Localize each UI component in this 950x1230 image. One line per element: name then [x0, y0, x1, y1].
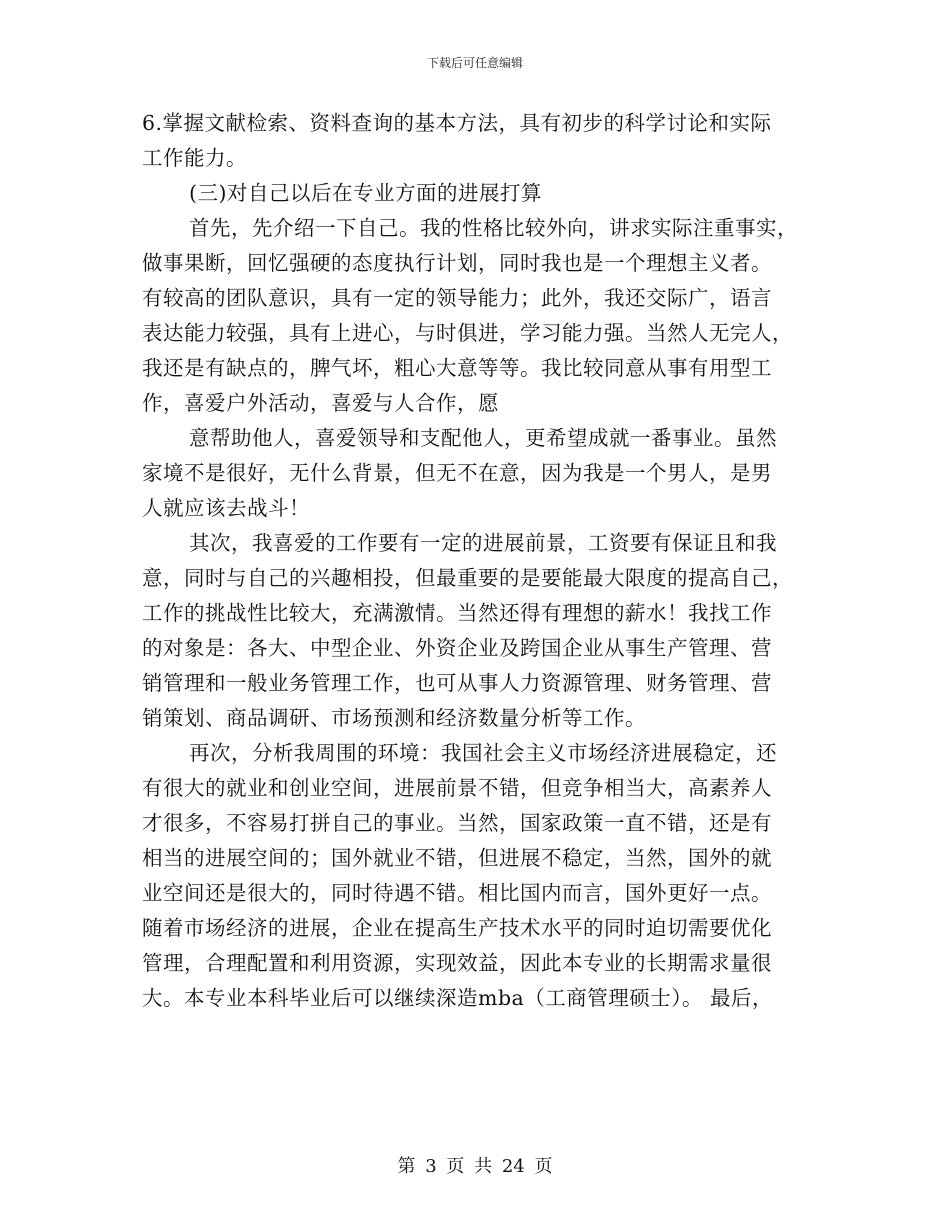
text-line: 家境不是很好，无什么背景，但无不在意，因为我是一个男人，是男 [142, 461, 772, 485]
text-line: 表达能力较强，具有上进心，与时俱进，学习能力强。当然人无完人， [142, 321, 793, 345]
text-line: 相当的进展空间的；国外就业不错，但进展不稳定，当然，国外的就 [142, 846, 772, 870]
text-line: 作，喜爱户外活动，喜爱与人合作，愿 [142, 391, 499, 415]
text-line: 业空间还是很大的，同时待遇不错。相比国内而言，国外更好一点。 [142, 881, 772, 905]
text-line: 其次，我喜爱的工作要有一定的进展前景，工资要有保证且和我 [189, 531, 777, 555]
page-header: 下载后可任意编辑 [426, 56, 523, 70]
text-line: 才很多，不容易打拼自己的事业。当然，国家政策一直不错，还是有 [142, 811, 772, 835]
text-line: 我还是有缺点的，脾气坏，粗心大意等等。我比较同意从事有用型工 [142, 356, 772, 380]
text-line: 的对象是：各大、中型企业、外资企业及跨国企业从事生产管理、营 [142, 636, 772, 660]
text-line: 随着市场经济的进展，企业在提高生产技术水平的同时迫切需要优化 [142, 916, 772, 940]
text-line: 工作能力。 [142, 146, 247, 170]
text-line: 6.掌握文献检索、资料查询的基本方法，具有初步的科学讨论和实际 [142, 111, 772, 135]
text-line: 有很大的就业和创业空间，进展前景不错，但竞争相当大，高素养人 [142, 776, 772, 800]
text-line: 做事果断，回忆强硬的态度执行计划，同时我也是一个理想主义者。 [142, 251, 772, 275]
text-line: 再次，分析我周围的环境：我国社会主义市场经济进展稳定，还 [189, 741, 777, 765]
page-number-footer: 第 3 页 共 24 页 [397, 1156, 553, 1177]
text-line: 人就应该去战斗！ [142, 496, 310, 520]
text-line: 销管理和一般业务管理工作，也可从事人力资源管理、财务管理、营 [142, 671, 772, 695]
text-line: 销策划、商品调研、市场预测和经济数量分析等工作。 [142, 706, 646, 730]
text-line: 工作的挑战性比较大，充满激情。当然还得有理想的薪水！我找工作 [142, 601, 772, 625]
document-body [142, 106, 814, 1016]
text-line: 首先，先介绍一下自己。我的性格比较外向，讲求实际注重事实， [189, 216, 798, 240]
text-line: 大。本专业本科毕业后可以继续深造mba（工商管理硕士）。 最后， [142, 986, 774, 1010]
text-line: 管理，合理配置和利用资源，实现效益，因此本专业的长期需求量很 [142, 951, 772, 975]
text-line: 意，同时与自己的兴趣相投，但最重要的是要能最大限度的提高自己， [142, 566, 793, 590]
text-line: 有较高的团队意识，具有一定的领导能力；此外，我还交际广，语言 [142, 286, 772, 310]
text-line: 意帮助他人，喜爱领导和支配他人，更希望成就一番事业。虽然 [189, 426, 777, 450]
section-heading: (三)对自己以后在专业方面的进展打算 [189, 181, 542, 205]
